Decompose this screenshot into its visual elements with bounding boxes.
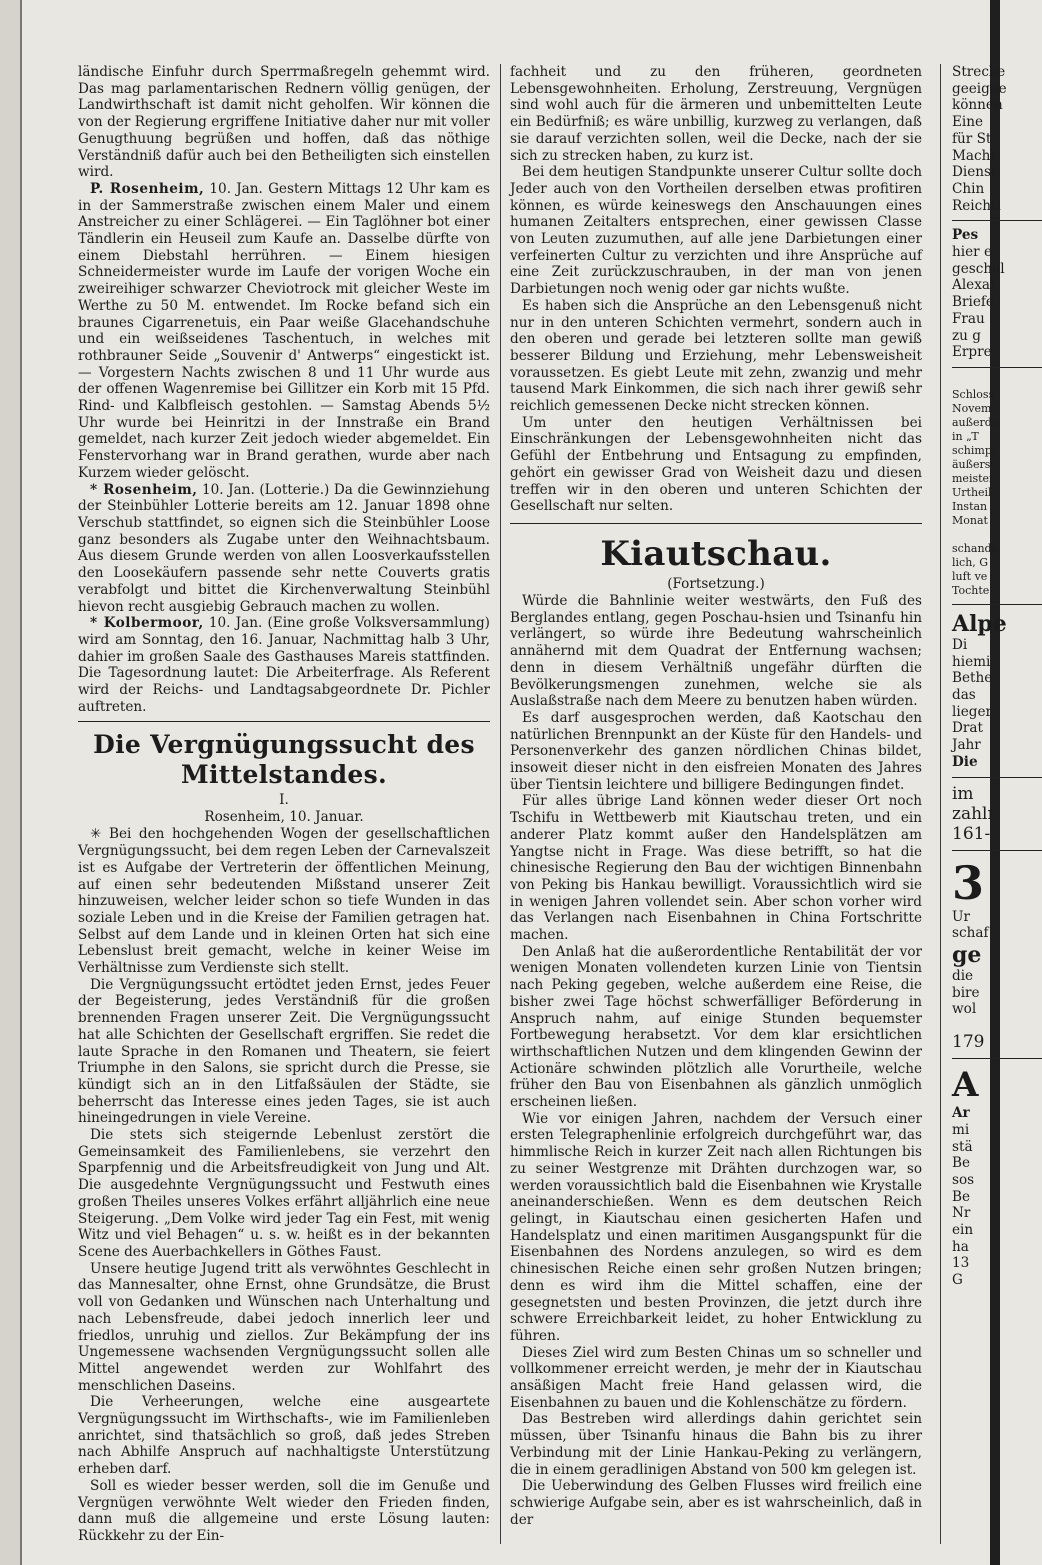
paragraph: Die Ueberwindung des Gelben Flusses wird freilich eine schwierige Aufgabe sein, aber es ist wahrscheinlich, daß in der — [510, 1478, 922, 1528]
text-fragment: schimpf — [952, 443, 996, 457]
paragraph: Es haben sich die Ansprüche an den Lebensgenuß nicht nur in den unteren Schichten vermehrt, sondern auch in den oberen und gerade bei letzteren sollte man gewiß besserer Bildung und Erziehung, mehr Lebensweisheit voraussetzen. Es giebt Leute mit zehn, zwanzig und mehr tausend Mark Einkommen, die sich nach ihrer gewiß sehr reichlich gemessenen Decke nicht strecken können. — [510, 297, 922, 415]
text-fragment: Tochte — [952, 583, 990, 597]
text-fragment: geeigne — [952, 80, 1007, 97]
ad-numeral-fragment: 3 — [952, 855, 985, 910]
text-fragment: schande — [952, 541, 999, 555]
paragraph: Es darf ausgesprochen werden, daß Kaotschau den natürlichen Brennpunkt an der Küste für den Handels- und Personenverkehr des ganzen nördlichen Chinas bildet, insoweit dieser nicht in den eisfreien Monaten des Jahres über Tientsin leichtere und billigere Bedingungen findet. — [510, 709, 922, 793]
text-fragment: Drat — [952, 720, 983, 737]
text-fragment: Be — [952, 1188, 971, 1205]
text-fragment: hiemi — [952, 653, 991, 670]
text-fragment: Bethe — [952, 670, 993, 687]
text-fragment: Dienst — [952, 164, 997, 181]
text-fragment: Ar — [952, 1105, 970, 1122]
text-fragment: das — [952, 687, 976, 704]
news-item — [78, 482, 490, 616]
text-fragment: Be — [952, 1155, 971, 1172]
text-fragment: stä — [952, 1138, 973, 1155]
paragraph: Den Anlaß hat die außerordentliche Rentabilität der vor wenigen Monaten vollendeten kurzen Linie von Tientsin nach Peking gegeben, welche außerdem eine Reise, die bisher zwei Tage höchst schwerfälliger Beförderung in Anspruch nahm, auf einige Stunden bequemster Fortbewegung herabsetzt. Vor dem klar ersichtlichen wirthschaftlichen Nutzen und dem klingenden Gewinn der Actionäre schwinden plötzlich alle Vorurtheile, welche früher den Bau von Eisenbahnen als gänzlich unmöglich erscheinen ließen. — [510, 943, 922, 1111]
text-fragment: 13 — [952, 1255, 970, 1272]
page-edge — [0, 0, 20, 1565]
paragraph: Die Vergnügungssucht ertödtet jeden Ernst, jedes Feuer der Begeisterung, jedes Verständniß für die großen brennenden Fragen unserer Zeit. Die Vergnügungssucht hat alle Schichten der Gesellschaft ergriffen. Sie redet die laute Sprache in den Romanen und Theatern, sie feiert Triumphe in den Salons, sie spricht durch die Presse, sie kündigt sich an in den Litfaßsäulen der Städte, sie beherrscht das Interesse eines jeden Tages, sie ist auch hineingedrungen in viele Vereine. — [78, 976, 490, 1127]
text-fragment: für St — [952, 130, 992, 147]
text-fragment: Schloss — [952, 387, 995, 401]
text-fragment: Alexar — [952, 277, 997, 294]
text-fragment: Pes — [952, 227, 979, 244]
continuation-note: (Fortsetzung.) — [667, 575, 765, 592]
text-fragment: Ur — [952, 908, 970, 925]
paragraph: ✳ Bei den hochgehenden Wogen der gesellschaftlichen Vergnügungssucht, bei dem regen Leben der Carnevalszeit ist es Aufgabe der Vertreterin der öffentlichen Meinung, auf einen sehr bedeutenden Mißstand unserer Zeit hinzuweisen, welcher leider schon so tiefe Wunden in das soziale Leben und in die Kreise der Familien getragen hat. Selbst auf dem Lande und in kleinen Orten hat sich eine Lebenslust breit gemacht, welche in keiner Weise im Verhältnisse zum Verdienste sich stellt. — [78, 826, 490, 977]
section-rule — [952, 220, 1042, 221]
section-rule — [510, 523, 922, 524]
text-fragment: Strecke — [952, 64, 1006, 80]
text-fragment: Urtheil — [952, 485, 992, 499]
article-headline: Die Vergnügungssucht des Mittelstandes. — [93, 730, 475, 790]
text-fragment: können — [952, 97, 1003, 114]
text-fragment: ein — [952, 1222, 974, 1239]
text-fragment: Di — [952, 636, 968, 653]
text-fragment: ge — [952, 941, 982, 968]
place-name: P. Rosenheim, — [90, 180, 205, 197]
newspaper-page — [70, 64, 1007, 1544]
text-fragment: meister — [952, 471, 995, 485]
text-fragment: hier e — [952, 244, 993, 261]
news-text: 10. Jan. Gestern Mittags 12 Uhr kam es in der Sammerstraße zwischen einem Maler und einem Anstreicher zu einer Schlägerei. — Ein Taglöhner bot einer Tändlerin ein Heuseil zum Kaufe an. Dasselbe dürfte von einem Diebstahl herrühren. — Einem hiesigen Schneidermeister wurde im Laufe der vorigen Woche ein zweireihiger schwarzer Cheviotrock mit gleicher Weste im Werthe zu 50 M. entwendet. Im Rocke befand sich ein braunes Cigarrenetuis, ein Paar weiße Glacehandschuhe und ein weißseidenes Taschentuch, in welches mit rothbrauner Seide „Souvenir d' Antwerps“ eingestickt ist. — Vorgestern Nachts zwischen 8 und 11 Uhr wurde aus der offenen Wagenremise bei Gillitzer ein Korb mit 15 Pfd. Rind- und Kalbfleisch gestohlen. — Samstag Abends 5½ Uhr wurde bei Heinritzi in der Innstraße ein Brand gemeldet, nach kurzer Zeit jedoch wieder abgemeldet. Ein Fenstervorhang war in Brand gerathen, wurde aber nach Kurzem wieder gelöscht. — [78, 180, 490, 481]
text-fragment: wol — [952, 1001, 977, 1018]
text-fragment: G — [952, 1272, 963, 1289]
paragraph: Dieses Ziel wird zum Besten Chinas um so schneller und vollkommener erreicht werden, je mehr der in Kiautschau ansäßigen Macht freie Hand gelassen wird, die Eisenbahnen zu bauen und die Kohlenschätze zu fördern. — [510, 1344, 922, 1411]
text-fragment: äußerst — [952, 457, 995, 471]
text-fragment: Monat — [952, 513, 988, 527]
paragraph: fachheit und zu den früheren, geordneten Lebensgewohnheiten. Erholung, Zerstreuung, Vergnügen sind wohl auch für die ärmeren und unbemittelten Leute ein Bedürfniß; es wäre unbillig, kurzweg zu verlangen, daß sie darauf verzichten sollen, weil die Decke, nach der sie sich zu strecken haben, zu kurz ist. — [510, 64, 922, 164]
paragraph: Die Verheerungen, welche eine ausgeartete Vergnügungssucht im Wirthschafts-, wie im Familienleben anrichtet, sind thatsächlich so groß, daß jedes Streben nach Abhilfe Anspruch auf nachhaltigste Unterstützung erheben darf. — [78, 1394, 490, 1478]
column-right-cropped — [952, 64, 1042, 1289]
paragraph: Unsere heutige Jugend tritt als verwöhntes Geschlecht in das Mannesalter, ohne Ernst, ohne Grundsätze, die Brust voll von Gedanken und Wünschen nach Unterhaltung und nach Lebensfreude, dabei jedoch innerlich leer und friedlos, unruhig und ziellos. Zur Bekämpfung der ins Ungemessene wachsenden Vergnügungssucht sollen alle Mittel angewendet werden zur Wohlfahrt des menschlichen Daseins. — [78, 1260, 490, 1394]
text-fragment: ha — [952, 1238, 969, 1255]
text-fragment: Instan — [952, 499, 988, 513]
news-item — [78, 181, 490, 482]
text-fragment: 179 — [952, 1032, 985, 1053]
text-fragment: mi — [952, 1121, 970, 1138]
paragraph: Bei dem heutigen Standpunkte unserer Cultur sollte doch Jeder auch von den Vortheilen derselben etwas profitiren können, es würde keineswegs den Anschauungen eines humanen Zeitalters entsprechen, einer gewissen Classe von Leuten zuzumuthen, auf alle jene Darbietungen einer verfeinerten Cultur zu verzichten und ihre Ansprüche auf eine Zeit zurückzuschrauben, in der man von jenen Darbietungen noch wenig oder gar nichts wußte. — [510, 164, 922, 298]
section-rule — [952, 604, 1042, 605]
section-rule — [952, 367, 1042, 368]
text-fragment: Jahr — [952, 737, 981, 754]
place-name: * Kolbermoor, — [90, 615, 204, 632]
section-rule — [78, 721, 490, 722]
text-fragment: Macht — [952, 147, 996, 164]
paragraph: ländische Einfuhr durch Sperrmaßregeln gehemmt wird. Das mag parlamentarischen Rednern völlig genügen, der Landwirthschaft ist damit nicht geholfen. Wir können die von der Regierung ergriffene Initiative daher nur mit voller Genugthuung begrüßen und hoffen, daß das nöthige Verständniß dafür auch bei den Betheiligten sich einstellen wird. — [78, 64, 490, 181]
text-fragment: sos — [952, 1171, 975, 1188]
news-text: 10. Jan. (Lotterie.) Da die Gewinnziehung der Steinbühler Lotterie bereits am 12. Januar 1898 ohne Verschub stattfindet, so eignen sich die Steinbühler Loose ganz besonders als Zugabe unter den Weihnachtsbaum. Aus diesem Grunde werden von allen Loosverkaufsstellen den Loosekäufern passende sehr nette Couverts gratis verabfolgt und bittet die Kirchenverwaltung Steinbühl hievon recht ausgiebig Gebrauch machen zu wollen. — [78, 481, 491, 615]
text-fragment: Reichtl — [952, 197, 1001, 214]
margin-rule — [20, 0, 22, 1565]
paragraph: Soll es wieder besser werden, soll die im Genuße und Vergnügen verwöhnte Welt wieder den Frieden finden, dann muß die allgemeine und erste Lösung lauten: Rückkehr zu der Ein- — [78, 1477, 490, 1544]
text-fragment: zu g — [952, 327, 981, 344]
section-rule — [952, 850, 1042, 851]
text-fragment: luft ve — [952, 569, 988, 583]
text-fragment: 161- — [952, 823, 991, 844]
text-fragment: Frau — [952, 310, 985, 327]
column-divider — [500, 64, 501, 1544]
news-text: 10. Jan. (Eine große Volksversammlung) wird am Sonntag, den 16. Januar, Nachmittag halb 3 Uhr, dahier im großen Saale des Gasthauses Mareis stattfinden. Die Tagesordnung lautet: Die Arbeiterfrage. Als Referent wird der Reichs- und Landtagsabgeordnete Dr. Pichler auftreten. — [78, 615, 490, 715]
paragraph: Die stets sich steigernde Lebenlust zerstört die Gemeinsamkeit des Familienlebens, sie verzehrt den Sparpfennig und die Arbeitsfreudigkeit von Jung und Alt. Die ausgedehnte Vergnügungssucht und Festwuth eines großen Theiles unseres Volkes erfährt alljährlich eine neue Steigerung. „Dem Volke wird jeder Tag ein Fest, mit wenig Witz und viel Behagen“ u. s. w. heißt es in der bekannten Scene des Auerbachkellers in Göthes Faust. — [78, 1127, 490, 1260]
news-item — [78, 615, 490, 715]
text-fragment: die — [952, 967, 974, 984]
paragraph: Für alles übrige Land können weder dieser Ort noch Tschifu in Wettbewerb mit Kiautschau treten, und ein anderer Platz kommt außer den Handelsplätzen am Yangtse nicht in Frage. Was diese betrifft, so hat die chinesische Regierung den Bau der wichtigen Binnenbahn von Peking bis Hankau bewilligt. Voraussichtlich wird sie in wenigen Jahren vollendet sein. Aber schon vorher wird das Verlangen nach Eisenbahnen in China Fortschritte machen. — [510, 793, 922, 944]
text-fragment: außerde — [952, 415, 999, 429]
text-fragment: im — [952, 783, 974, 804]
column-left — [78, 64, 490, 1545]
column-middle — [510, 64, 922, 1528]
text-fragment: Briefe — [952, 294, 994, 311]
text-fragment: zahlr — [952, 803, 996, 824]
section-rule — [952, 777, 1042, 778]
text-fragment: geschol — [952, 260, 1005, 277]
part-number: I. — [279, 792, 289, 809]
ad-heading-fragment: A — [952, 1065, 979, 1106]
paragraph: Das Bestreben wird allerdings dahin gerichtet sein müssen, über Tsinanfu hinaus die Bahn bis zu ihrer Verbindung mit der Linie Hankau-Peking zu verlängern, die in einem geradlinigen Abstand von 500 km gelegen ist. — [510, 1411, 922, 1478]
article-headline: Kiautschau. — [600, 533, 832, 574]
paragraph: Würde die Bahnlinie weiter westwärts, den Fuß des Berglandes entlang, gegen Poschau-hsien und Tsinanfu hin verlängert, so würde ihre Bedeutung wahrscheinlich annähernd mit dem Quadrat der Entfernung wachsen; denn in diesem Verhältniß ungefähr dürften die Bevölkerungsmengen zunehmen, welche sie als Auslaßstraße nach dem Meere zu benutzen haben würden. — [510, 592, 922, 710]
text-fragment: Erpre — [952, 344, 992, 361]
text-fragment: lieger — [952, 703, 992, 720]
text-fragment: in „T — [952, 429, 979, 443]
text-fragment: schaf — [952, 925, 989, 942]
text-fragment: Nr — [952, 1205, 971, 1222]
paragraph: Um unter den heutigen Verhältnissen bei Einschränkungen der Lebensgewohnheiten nicht das Gefühl der Entbehrung und Entsagung zu empfinden, gehört ein gewisser Grad von Weisheit dazu und diesen treffen wir in den oberen und unteren Schichten der Gesellschaft nur selten. — [510, 414, 922, 515]
text-fragment: Chin — [952, 180, 985, 197]
ad-heading-fragment: Alpe — [952, 610, 1007, 637]
section-rule — [952, 1058, 1042, 1059]
place-name: * Rosenheim, — [90, 481, 198, 498]
text-fragment: lich, G — [952, 555, 989, 569]
paragraph: Wie vor einigen Jahren, nachdem der Versuch einer ersten Telegraphenlinie erfolgreich durchgeführt war, das himmlische Reich in kurzer Zeit nach allen Richtungen bis zu seiner Westgrenze mit Drähten durchzogen war, so werden voraussichtlich bald die Eisenbahnen wie Krystalle aneinanderschießen. Wenn es dem deutschen Reich gelingt, in Kiautschau einen gesicherten Hafen und Handelsplatz und einen maritimen Ausgangspunkt für die Eisenbahnen des Nordens anzulegen, so wird es dem chinesischen Reiche einen sehr großen Nutzen bringen; denn es wird ihm die Mittel schaffen, eine der gesegnetsten und besten Provinzen, die jetzt durch ihre schwere Erreichbarkeit leidet, zu hoher Entwicklung zu führen. — [510, 1110, 922, 1344]
text-fragment: Die — [952, 753, 978, 770]
text-fragment: Novem — [952, 401, 992, 415]
dateline: Rosenheim, 10. Januar. — [204, 809, 364, 826]
text-fragment: bire — [952, 984, 980, 1001]
column-divider — [940, 64, 941, 1544]
text-fragment: Eine — [952, 114, 984, 131]
